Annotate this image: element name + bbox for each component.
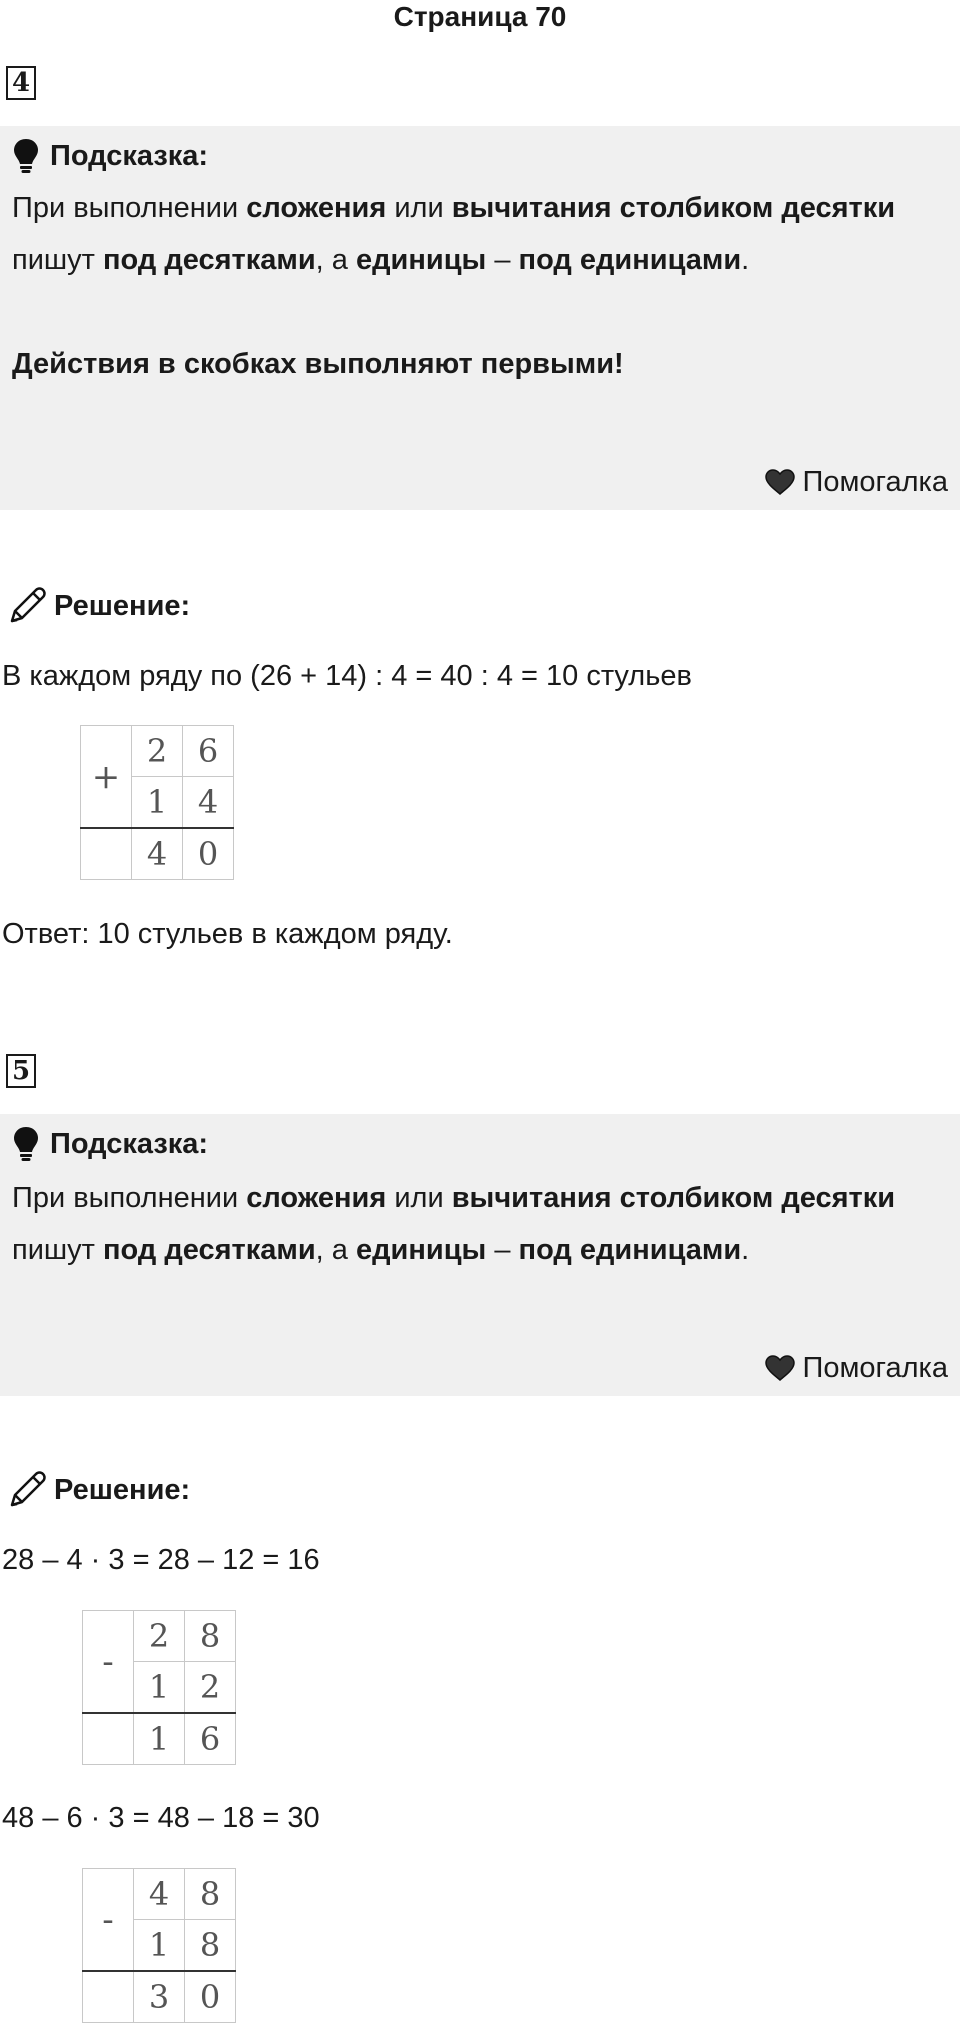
- solution-label: Решение:: [54, 590, 191, 622]
- hint-text-segment: –: [486, 1234, 519, 1266]
- page-title: Страница 70: [393, 1, 567, 32]
- table-row: [83, 1611, 236, 1662]
- bold-term: десятки: [773, 1182, 896, 1214]
- bold-term: сложения: [246, 1182, 387, 1214]
- answer-line: Ответ: 10 стульев в каждом ряду.: [2, 918, 453, 950]
- hint-text-segment: или: [386, 192, 452, 224]
- task-number-5: 5: [6, 1054, 36, 1088]
- bold-term: десятки: [773, 192, 896, 224]
- hint-box-5: [0, 1114, 960, 1396]
- heart-icon: [765, 469, 795, 495]
- hint-box-4: [0, 126, 960, 510]
- hint-paragraph: [12, 1172, 948, 1276]
- task-number-4: 4: [6, 66, 36, 100]
- solution-line: В каждом ряду по (26 + 14) : 4 = 40 : 4 = 10 стульев: [2, 660, 692, 692]
- column-subtraction-table-2: [82, 1868, 236, 2023]
- pencil-icon: [6, 1469, 48, 1511]
- digit-cell: 1: [134, 1662, 185, 1714]
- digit-cell: 3: [134, 1971, 185, 2023]
- hint-text-segment: –: [486, 244, 519, 276]
- digit-cell: 1: [134, 1713, 185, 1765]
- bold-term: под единицами: [518, 1234, 742, 1266]
- digit-cell: 4: [183, 777, 234, 829]
- hint-text-segment: , а: [315, 1234, 356, 1266]
- table-row: [83, 1869, 236, 1920]
- hint-text-segment: .: [741, 1234, 750, 1266]
- bold-term: вычитания столбиком: [451, 192, 774, 224]
- empty-cell: [81, 828, 132, 880]
- hint-header: [12, 1124, 948, 1164]
- hint-text-segment: или: [386, 1182, 452, 1214]
- hint-text-segment: пишут: [12, 244, 104, 276]
- hint-paragraph-rule: Действия в скобках выполняют первыми!: [12, 348, 624, 380]
- heart-icon: [765, 1355, 795, 1381]
- hint-label: Подсказка:: [50, 1128, 209, 1160]
- empty-cell: [83, 1971, 134, 2023]
- bold-term: под десятками: [103, 1234, 316, 1266]
- hint-text-segment: пишут: [12, 1234, 104, 1266]
- digit-cell: 0: [183, 828, 234, 880]
- solution-line: 48 – 6 · 3 = 48 – 18 = 30: [2, 1802, 320, 1834]
- digit-cell: 2: [134, 1611, 185, 1662]
- digit-cell: 4: [134, 1869, 185, 1920]
- column-addition-table: [80, 725, 234, 880]
- hint-text-segment: При выполнении: [12, 192, 247, 224]
- column-subtraction-table-1: [82, 1610, 236, 1765]
- hint-paragraph: [12, 182, 948, 286]
- lightbulb-icon: [12, 138, 40, 174]
- hint-label: Подсказка:: [50, 140, 209, 172]
- brand-name: Помогалка: [802, 1352, 948, 1384]
- operator-cell: -: [83, 1869, 134, 1972]
- operator-cell: +: [81, 726, 132, 829]
- table-row: [81, 726, 234, 777]
- hint-rich-text: [12, 1182, 895, 1266]
- digit-cell: 6: [183, 726, 234, 777]
- hint-rich-text: [12, 192, 895, 276]
- empty-cell: [83, 1713, 134, 1765]
- bold-term: вычитания столбиком: [451, 1182, 774, 1214]
- table-row: [83, 1713, 236, 1765]
- digit-cell: 6: [185, 1713, 236, 1765]
- solution-label: Решение:: [54, 1474, 191, 1506]
- solution-line: 28 – 4 · 3 = 28 – 12 = 16: [2, 1544, 320, 1576]
- digit-cell: 1: [132, 777, 183, 829]
- pencil-icon: [6, 585, 48, 627]
- table-row: [81, 828, 234, 880]
- bold-term: единицы: [355, 1234, 487, 1266]
- hint-footer: [765, 462, 948, 502]
- digit-cell: 8: [185, 1611, 236, 1662]
- digit-cell: 2: [132, 726, 183, 777]
- solution-header-4: [6, 584, 190, 628]
- hint-footer: [765, 1348, 948, 1388]
- bold-term: под единицами: [518, 244, 742, 276]
- digit-cell: 2: [185, 1662, 236, 1714]
- brand-name: Помогалка: [802, 466, 948, 498]
- digit-cell: 8: [185, 1869, 236, 1920]
- digit-cell: 1: [134, 1920, 185, 1972]
- solution-header-5: [6, 1468, 190, 1512]
- bold-term: сложения: [246, 192, 387, 224]
- hint-text-segment: При выполнении: [12, 1182, 247, 1214]
- bold-term: под десятками: [103, 244, 316, 276]
- hint-text-segment: .: [741, 244, 750, 276]
- digit-cell: 4: [132, 828, 183, 880]
- bold-term: единицы: [355, 244, 487, 276]
- table-row: [83, 1971, 236, 2023]
- digit-cell: 8: [185, 1920, 236, 1972]
- hint-header: [12, 136, 948, 176]
- lightbulb-icon: [12, 1126, 40, 1162]
- operator-cell: -: [83, 1611, 134, 1714]
- digit-cell: 0: [185, 1971, 236, 2023]
- hint-text-segment: , а: [315, 244, 356, 276]
